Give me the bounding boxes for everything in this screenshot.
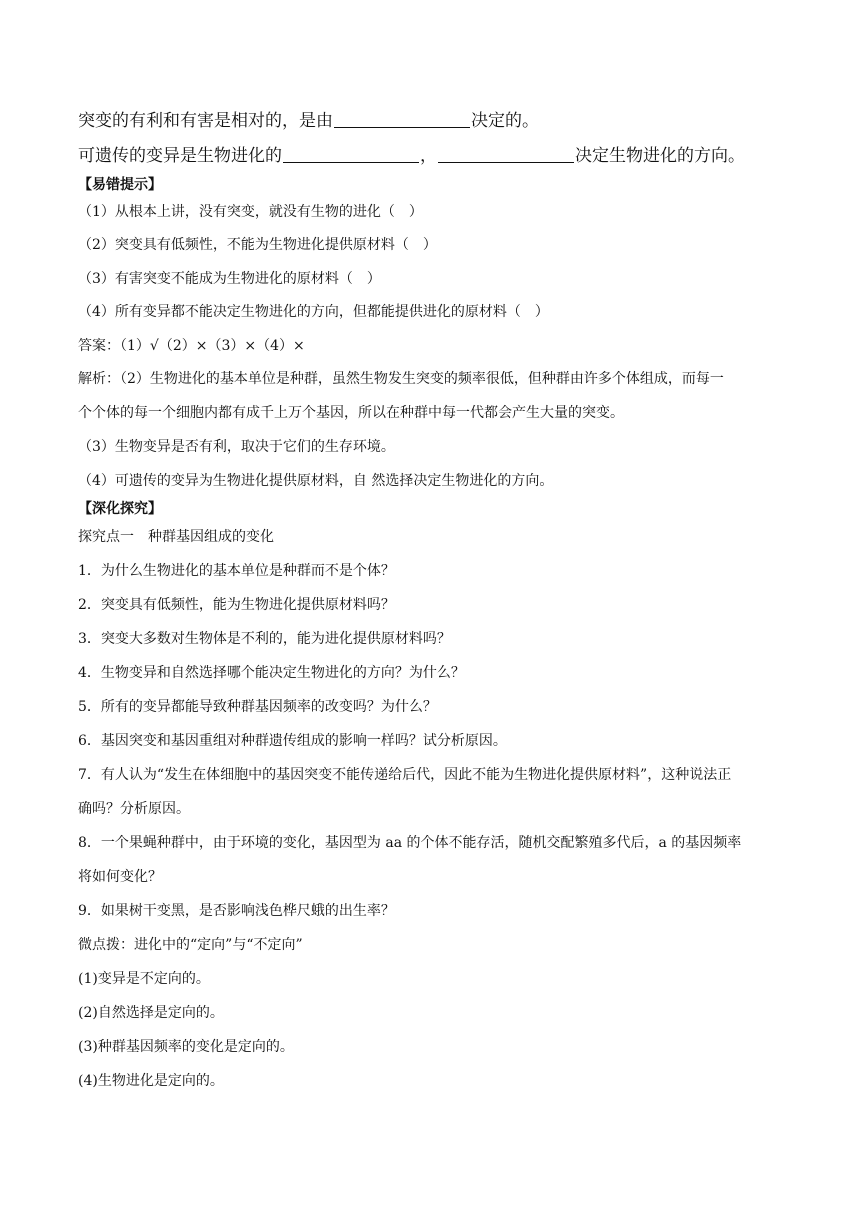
question-item: 7．有人认为“发生在体细胞中的基因突变不能传递给后代，因此不能为生物进化提供原材料”，这种说法正	[78, 767, 732, 783]
answer-blank	[334, 113, 470, 128]
question-item: 9．如果树干变黑，是否影响浅色桦尺蛾的出生率？	[78, 903, 395, 919]
question-item: 4．生物变异和自然选择哪个能决定生物进化的方向？为什么？	[78, 665, 465, 681]
inquiry-point-title: 探究点一 种群基因组成的变化	[78, 529, 274, 545]
question-item-continued: 确吗？分析原因。	[78, 801, 190, 817]
fill-blank-line-2: 可遗传的变异是生物进化的 ， 决定生物进化的方向。	[78, 146, 745, 166]
question-item: 6．基因突变和基因重组对种群遗传组成的影响一样吗？试分析原因。	[78, 733, 507, 749]
fill-blank-line-1: 突变的有利和有害是相对的，是由 决定的。	[78, 111, 539, 131]
tip-point: (4)生物进化是定向的。	[78, 1073, 224, 1089]
answer-blank	[438, 148, 574, 163]
analysis-line: 解析：（2）生物进化的基本单位是种群，虽然生物发生突变的频率很低，但种群由许多个体组成，而每一	[78, 371, 724, 387]
analysis-line: （4）可遗传的变异为生物进化提供原材料，自 然选择决定生物进化的方向。	[78, 473, 554, 489]
error-item: （4）所有变异都不能决定生物进化的方向，但都能提供进化的原材料（ ）	[78, 304, 549, 320]
analysis-line: （3）生物变异是否有利，取决于它们的生存环境。	[78, 439, 395, 455]
error-item: （1）从根本上讲，没有突变，就没有生物的进化（ ）	[78, 204, 423, 220]
tip-point: (1)变异是不定向的。	[78, 971, 210, 987]
answer-line: 答案：（1）√（2）×（3）×（4）×	[78, 338, 305, 354]
question-item-continued: 将如何变化？	[78, 869, 162, 885]
section-heading-error-tips: 【易错提示】	[78, 177, 162, 193]
analysis-line: 个个体的每一个细胞内都有成千上万个基因，所以在种群中每一代都会产生大量的突变。	[78, 405, 624, 421]
question-item: 8．一个果蝇种群中，由于环境的变化，基因型为 aa 的个体不能存活，随机交配繁殖多代后，a 的基因频率	[78, 835, 742, 851]
section-heading-deep-inquiry: 【深化探究】	[78, 501, 162, 517]
error-item: （3）有害突变不能成为生物进化的原材料（ ）	[78, 271, 381, 287]
question-item: 1．为什么生物进化的基本单位是种群而不是个体？	[78, 563, 395, 579]
tip-point: (3)种群基因频率的变化是定向的。	[78, 1039, 294, 1055]
tip-title: 微点拨：进化中的“定向”与“不定向”	[78, 937, 303, 953]
question-item: 2．突变具有低频性，能为生物进化提供原材料吗？	[78, 597, 395, 613]
answer-blank	[283, 148, 419, 163]
tip-point: (2)自然选择是定向的。	[78, 1005, 224, 1021]
error-item: （2）突变具有低频性，不能为生物进化提供原材料（ ）	[78, 237, 437, 253]
question-item: 5．所有的变异都能导致种群基因频率的改变吗？为什么？	[78, 699, 437, 715]
question-item: 3．突变大多数对生物体是不利的，能为进化提供原材料吗？	[78, 631, 451, 647]
